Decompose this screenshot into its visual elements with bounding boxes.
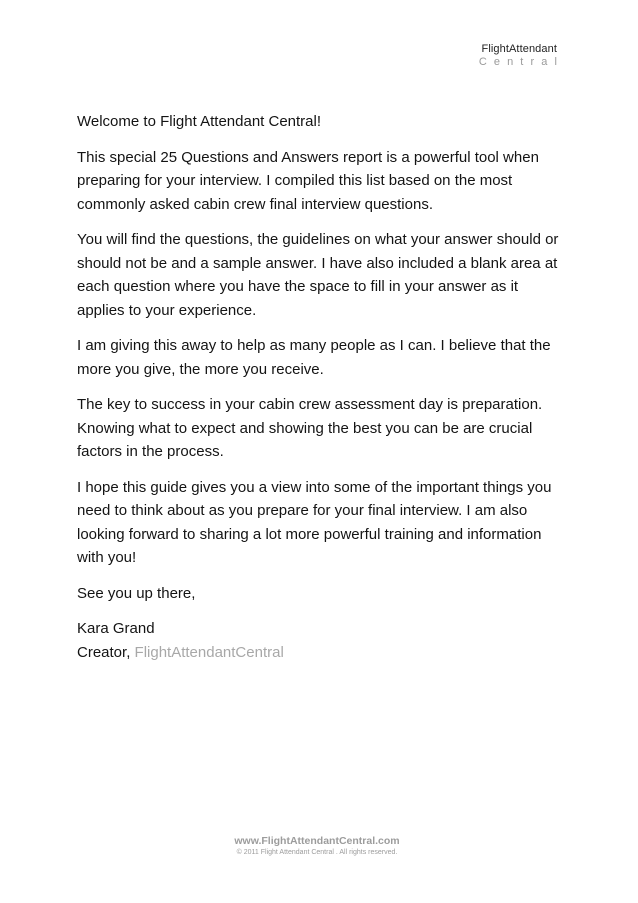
letter-paragraph: You will find the questions, the guidelines on what your answer should or should not be and a sample answer. I have also included a blank area at each question where you have the space to fill in your answer as it applies to your experience. <box>77 231 559 319</box>
letter-closing: See you up there, <box>77 584 196 602</box>
letter-paragraph: I hope this guide gives you a view into some of the important things you need to think about as you prepare for your final interview. I am also looking forward to sharing a lot more powerful training and information with you! <box>77 478 552 566</box>
page-footer <box>0 835 638 858</box>
signature-brand: FlightAttendantCentral <box>134 643 284 661</box>
signature-title-line <box>77 641 567 665</box>
letter-paragraph: The key to success in your cabin crew assessment day is preparation. Knowing what to expect and showing the best you can be are crucial factors in the process. <box>77 396 543 460</box>
footer-url: www.FlightAttendantCentral.com <box>234 835 400 847</box>
signature-title: Creator, <box>77 643 131 661</box>
brand-logo <box>478 43 564 69</box>
letter-body <box>77 110 567 664</box>
brand-logo-line1: FlightAttendant <box>481 43 557 55</box>
letter-paragraph: I am giving this away to help as many people as I can. I believe that the more you give, the more you receive. <box>77 337 551 378</box>
letter-paragraph: This special 25 Questions and Answers report is a powerful tool when preparing for your interview. I compiled this list based on the most commonly asked cabin crew final interview questions. <box>77 148 539 213</box>
signature-block <box>77 617 567 664</box>
signature-name: Kara Grand <box>77 620 155 637</box>
footer-copyright: © 2011 Flight Attendant Central . All rights reserved. <box>236 849 398 856</box>
brand-logo-line2: Central <box>478 56 564 68</box>
letter-greeting: Welcome to Flight Attendant Central! <box>77 113 322 130</box>
